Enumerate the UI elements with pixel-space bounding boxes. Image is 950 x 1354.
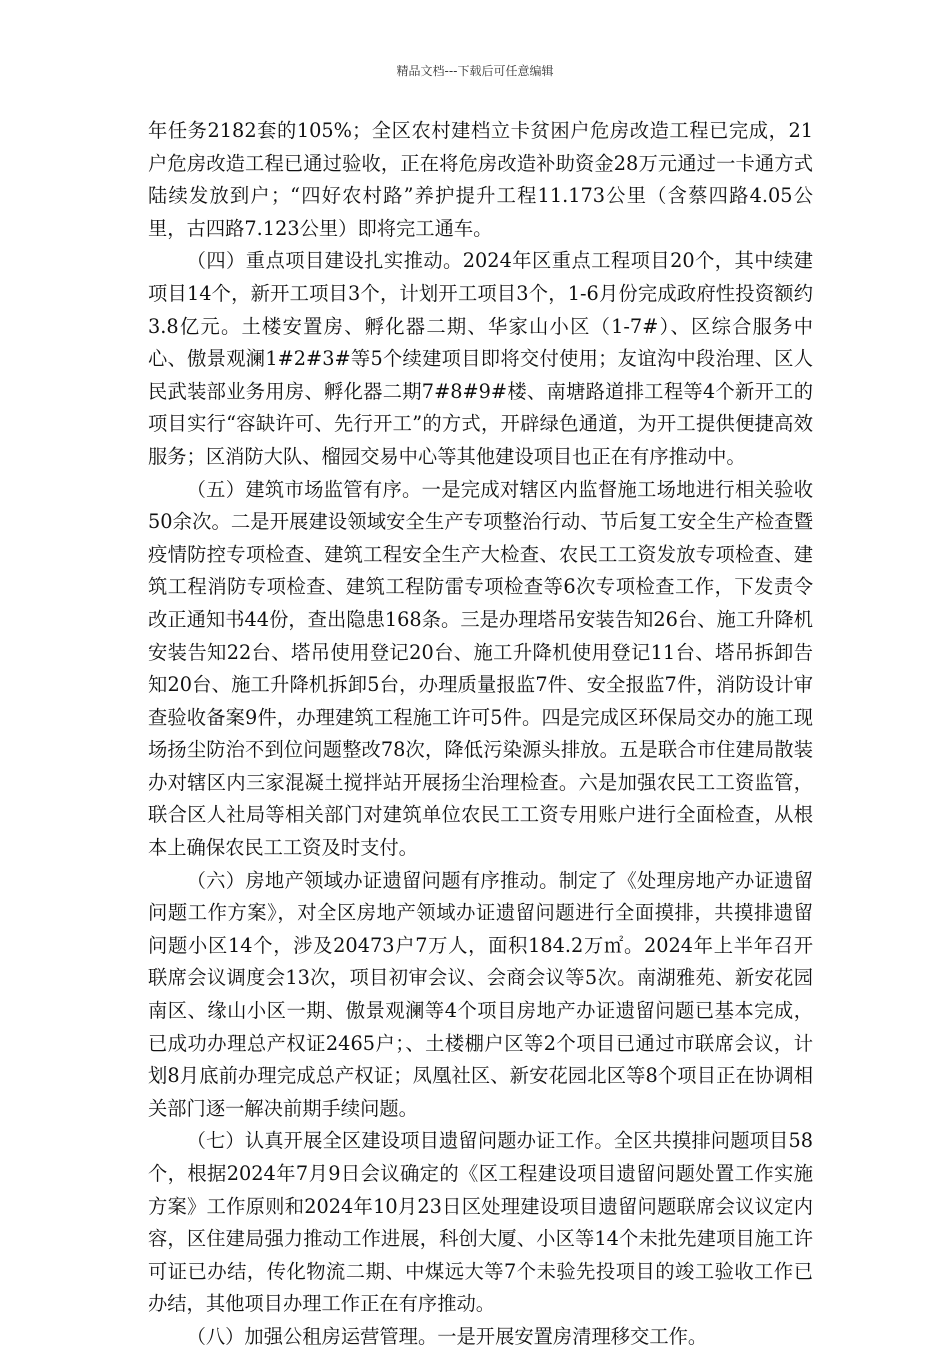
document-body	[148, 115, 813, 1354]
paragraph-continuation: 年任务2182套的105%；全区农村建档立卡贫困户危房改造工程已完成，21户危房改造工程已通过验收，正在将危房改造补助资金28万元通过一卡通方式陆续发放到户；“四好农村路”养护提升工程11.173公里（含蔡四路4.05公里，古四路7.123公里）即将完工通车。	[148, 119, 813, 240]
paragraph-section-8: （八）加强公租房运营管理。一是开展安置房清理移交工作。	[186, 1324, 708, 1348]
page-header: 精品文档---下载后可任意编辑	[396, 64, 554, 78]
paragraph-section-5: （五）建筑市场监管有序。一是完成对辖区内监督施工场地进行相关验收50余次。二是开展建设领域安全生产专项整治行动、节后复工安全生产检查暨疫情防控专项检查、建筑工程安全生产大检查、农民工工资发放专项检查、建筑工程消防专项检查、建筑工程防雷专项检查等6次专项检查工作，下发责令改正通知书44份，查出隐患168条。三是办理塔吊安装告知26台、施工升降机安装告知22台、塔吊使用登记20台、施工升降机使用登记11台、塔吊拆卸告知20台、施工升降机拆卸5台，办理质量报监7件、安全报监7件，消防设计审查验收备案9件，办理建筑工程施工许可5件。四是完成区环保局交办的施工现场扬尘防治不到位问题整改78次，降低污染源头排放。五是联合市住建局散装办对辖区内三家混凝土搅拌站开展扬尘治理检查。六是加强农民工工资监管，联合区人社局等相关部门对建筑单位农民工工资专用账户进行全面检查，从根本上确保农民工工资及时支付。	[148, 477, 813, 860]
paragraph-section-7: （七）认真开展全区建设项目遗留问题办证工作。全区共摸排问题项目58个，根据2024年7月9日会议确定的《区工程建设项目遗留问题处置工作实施方案》工作原则和2024年10月23日区处理建设项目遗留问题联席会议议定内容，区住建局强力推动工作进展，科创大厦、小区等14个未批先建项目施工许可证已办结，传化物流二期、中煤远大等7个未验先投项目的竣工验收工作已办结，其他项目办理工作正在有序推动。	[148, 1129, 813, 1316]
paragraph-section-6: （六）房地产领域办证遗留问题有序推动。制定了《处理房地产办证遗留问题工作方案》，对全区房地产领域办证遗留问题进行全面摸排，共摸排遗留问题小区14个，涉及20473户7万人，面积184.2万㎡。2024年上半年召开联席会议调度会13次，项目初审会议、会商会议等5次。南湖雅苑、新安花园南区、缘山小区一期、傲景观澜等4个项目房地产办证遗留问题已基本完成，已成功办理总产权证2465户；、土楼棚户区等2个项目已通过市联席会议，计划8月底前办理完成总产权证；凤凰社区、新安花园北区等8个项目正在协调相关部门逐一解决前期手续问题。	[148, 868, 813, 1120]
paragraph-section-4: （四）重点项目建设扎实推动。2024年区重点工程项目20个，其中续建项目14个，新开工项目3个，计划开工项目3个，1-6月份完成政府性投资额约3.8亿元。土楼安置房、孵化器二期、华家山小区（1-7#）、区综合服务中心、傲景观澜1#2#3#等5个续建项目即将交付使用；友谊沟中段治理、区人民武装部业务用房、孵化器二期7#8#9#楼、南塘路道排工程等4个新开工的项目实行“容缺许可、先行开工”的方式，开辟绿色通道，为开工提供便捷高效服务；区消防大队、榴园交易中心等其他建设项目也正在有序推动中。	[148, 249, 813, 468]
